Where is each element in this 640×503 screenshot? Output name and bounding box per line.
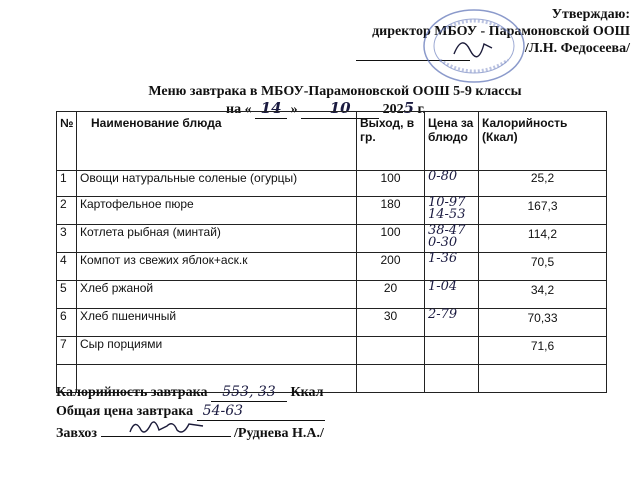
row-output: 100 (357, 171, 425, 197)
manager-signature-blank (101, 422, 231, 437)
row-num: 7 (57, 337, 77, 365)
row-dish-name: Овощи натуральные соленые (огурцы) (77, 171, 357, 197)
header-output: Выход, в гр. (357, 112, 425, 171)
approval-position: директор МБОУ - Парамоновской ООШ (372, 24, 630, 39)
table-header-row (57, 112, 607, 171)
row-dish-name: Сыр порциями (77, 337, 357, 365)
row-num: 1 (57, 171, 77, 197)
table-row (57, 225, 607, 253)
date-day: 14 (260, 99, 282, 117)
table-row (57, 253, 607, 281)
row-kcal: 70,5 (479, 253, 607, 281)
row-price-handwritten: 38-47 (428, 223, 466, 238)
row-dish-name: Хлеб ржаной (77, 281, 357, 309)
price-blank (197, 403, 325, 421)
row-num: 3 (57, 225, 77, 253)
approval-heading: Утверждаю: (551, 7, 630, 22)
row-dish-name: Компот из свежих яблок+аск.к (77, 253, 357, 281)
row-kcal (479, 365, 607, 393)
school-stamp-icon (418, 4, 528, 84)
price-label: Общая цена завтрака (56, 404, 194, 419)
row-output: 180 (357, 197, 425, 225)
kcal-label: Калорийность завтрака (56, 385, 208, 400)
row-output: 100 (357, 225, 425, 253)
row-price (425, 197, 479, 225)
row-output: 200 (357, 253, 425, 281)
row-price-handwritten: 10-97 (428, 195, 466, 210)
row-price (425, 171, 479, 197)
row-price (425, 253, 479, 281)
manager-signature-icon (127, 416, 207, 438)
table-row (57, 171, 607, 197)
row-kcal: 34,2 (479, 281, 607, 309)
row-price (425, 365, 479, 393)
price-total: 54-63 (202, 403, 244, 419)
table-row (57, 309, 607, 337)
row-price (425, 225, 479, 253)
date-mid: » (290, 102, 298, 117)
row-price (425, 337, 479, 365)
row-dish-name: Хлеб пшеничный (77, 309, 357, 337)
menu-table (56, 111, 607, 393)
row-price (425, 281, 479, 309)
row-price-handwritten-2: 0-30 (428, 235, 458, 250)
date-prefix: на « (226, 102, 252, 117)
row-dish-name: Котлета рыбная (минтай) (77, 225, 357, 253)
row-output (357, 365, 425, 393)
header-num: № (57, 112, 77, 171)
date-month: 10 (329, 99, 351, 117)
row-num: 2 (57, 197, 77, 225)
table-row (57, 337, 607, 365)
row-dish-name: Картофельное пюре (77, 197, 357, 225)
manager-label: Завхоз (56, 426, 98, 441)
approval-signer: /Л.Н. Федосеева/ (524, 41, 630, 56)
row-kcal: 114,2 (479, 225, 607, 253)
kcal-blank (211, 384, 287, 402)
row-price-handwritten: 1-36 (428, 251, 458, 266)
header-price: Цена за блюдо (425, 112, 479, 171)
row-price (425, 309, 479, 337)
row-kcal: 70,33 (479, 309, 607, 337)
row-kcal: 25,2 (479, 171, 607, 197)
row-price-handwritten: 2-79 (428, 307, 458, 322)
table-row (57, 281, 607, 309)
date-year-suffix: г. (414, 102, 426, 117)
row-num: 5 (57, 281, 77, 309)
row-num: 6 (57, 309, 77, 337)
header-name: Наименование блюда (77, 112, 357, 171)
table-row (57, 197, 607, 225)
manager-name: /Руднева Н.А./ (234, 426, 324, 441)
footer-kcal (56, 384, 323, 402)
row-output (357, 337, 425, 365)
kcal-unit: Ккал (290, 385, 324, 400)
row-price-handwritten: 1-04 (428, 279, 458, 294)
header-kcal: Калорийность (Ккал) (479, 112, 607, 171)
row-price-handwritten: 0-80 (428, 169, 458, 184)
row-output: 30 (357, 309, 425, 337)
footer-manager (56, 422, 324, 442)
date-year-digit: 5 (403, 99, 415, 117)
row-output: 20 (357, 281, 425, 309)
row-num: 4 (57, 253, 77, 281)
row-price-handwritten-2: 14-53 (428, 207, 466, 222)
menu-title-line: Меню завтрака в МБОУ-Парамоновской ООШ 5-9 классы (148, 84, 522, 99)
date-year-prefix: 202 (382, 102, 404, 117)
row-kcal: 167,3 (479, 197, 607, 225)
row-kcal: 71,6 (479, 337, 607, 365)
kcal-value: 553, 33 (222, 384, 276, 400)
